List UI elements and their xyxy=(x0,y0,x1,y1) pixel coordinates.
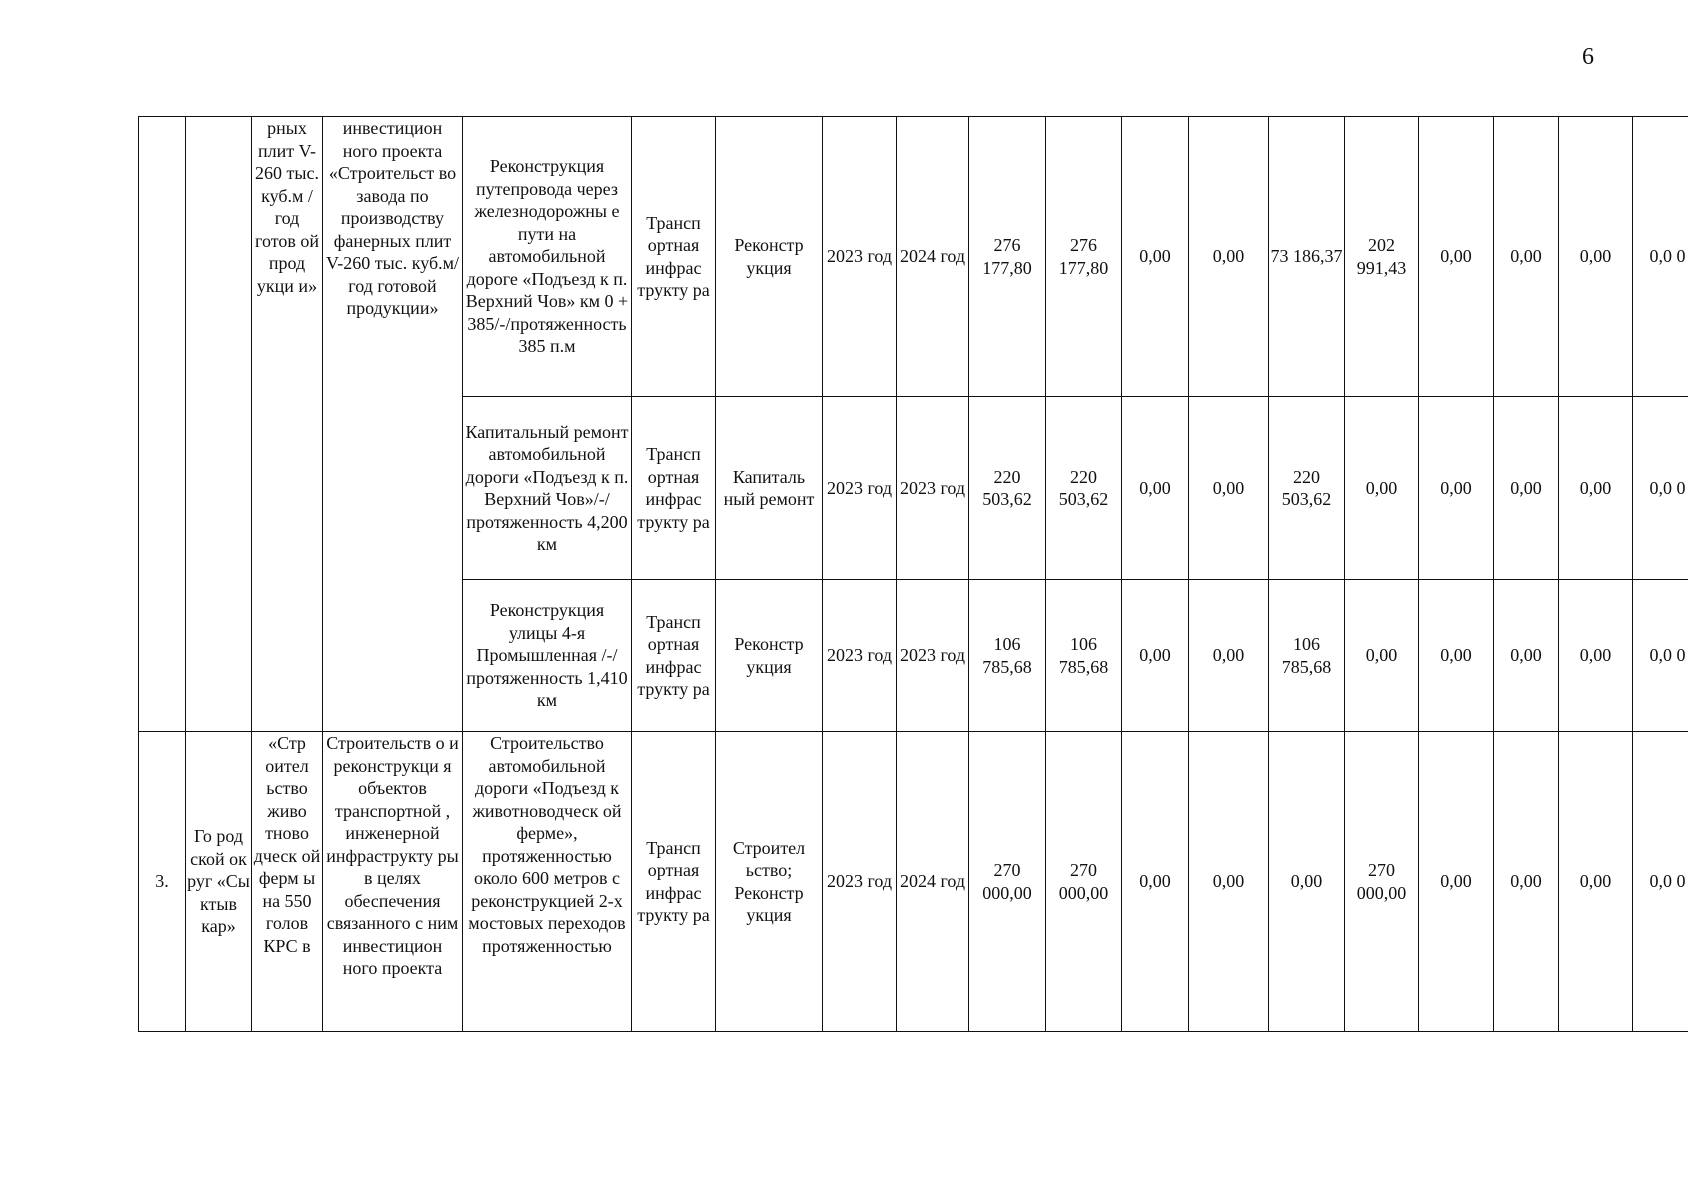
amount-cell: 73 186,37 xyxy=(1269,117,1345,397)
total-cost-cell: 270 000,00 xyxy=(969,732,1046,1032)
amount-cell: 0,00 xyxy=(1419,580,1494,732)
amount-cell: 0,00 xyxy=(1122,732,1189,1032)
table-row xyxy=(139,732,1688,1032)
end-year-cell: 2024 год xyxy=(897,117,969,397)
work-type-cell: Капиталь ный ремонт xyxy=(716,397,823,580)
amount-cell: 0,0 0 xyxy=(1633,580,1688,732)
category-cell: Трансп ортная инфрас трукту ра xyxy=(632,580,716,732)
category-cell: Трансп ортная инфрас трукту ра xyxy=(632,397,716,580)
total-cost-cell: 220 503,62 xyxy=(969,397,1046,580)
amount-cell: 0,0 0 xyxy=(1633,117,1688,397)
total-cost-cell: 276 177,80 xyxy=(969,117,1046,397)
amount-cell: 0,00 xyxy=(1122,397,1189,580)
amount-cell: 106 785,68 xyxy=(1269,580,1345,732)
category-cell: Трансп ортная инфрас трукту ра xyxy=(632,732,716,1032)
amount-cell: 220 503,62 xyxy=(1269,397,1345,580)
amount-cell: 270 000,00 xyxy=(1046,732,1122,1032)
purpose-cell: Строительств о и реконструкци я объектов транспортной , инженерной инфраструкту ры в целях обеспечения связанного с ним инвестицион ного проекта xyxy=(323,732,463,1032)
amount-cell: 0,00 xyxy=(1189,732,1269,1032)
work-type-cell: Реконстр укция xyxy=(716,580,823,732)
amount-cell: 0,00 xyxy=(1189,117,1269,397)
row-number-cell xyxy=(139,117,186,732)
start-year-cell: 2023 год xyxy=(823,117,897,397)
amount-cell: 220 503,62 xyxy=(1046,397,1122,580)
investment-projects-table xyxy=(138,116,1688,1032)
object-cell: Реконструкция путепровода через железнодорожны е пути на автомобильной дороге «Подъезд к п. Верхний Чов» км 0 + 385/-/протяженность 385 п.м xyxy=(463,117,632,397)
start-year-cell: 2023 год xyxy=(823,580,897,732)
amount-cell: 106 785,68 xyxy=(1046,580,1122,732)
page-number: 6 xyxy=(1582,44,1594,70)
total-cost-cell: 106 785,68 xyxy=(969,580,1046,732)
row-number-cell: 3. xyxy=(139,732,186,1032)
amount-cell: 0,00 xyxy=(1189,397,1269,580)
object-cell: Капитальный ремонт автомобильной дороги «Подъезд к п. Верхний Чов»/-/протяженность 4,200 км xyxy=(463,397,632,580)
amount-cell: 0,00 xyxy=(1559,732,1633,1032)
object-cell: Реконструкция улицы 4-я Промышленная /-/протяженность 1,410 км xyxy=(463,580,632,732)
start-year-cell: 2023 год xyxy=(823,732,897,1032)
amount-cell: 0,00 xyxy=(1559,580,1633,732)
amount-cell: 0,00 xyxy=(1494,732,1559,1032)
category-cell: Трансп ортная инфрас трукту ра xyxy=(632,117,716,397)
project-cell: «Стр оител ьство живо тново дческ ой ферм ы на 550 голов КРС в xyxy=(252,732,323,1032)
amount-cell: 0,00 xyxy=(1419,397,1494,580)
amount-cell: 0,00 xyxy=(1494,117,1559,397)
end-year-cell: 2024 год xyxy=(897,732,969,1032)
municipality-cell xyxy=(186,117,252,732)
work-type-cell: Реконстр укция xyxy=(716,117,823,397)
amount-cell: 202 991,43 xyxy=(1345,117,1419,397)
amount-cell: 0,0 0 xyxy=(1633,732,1688,1032)
amount-cell: 0,00 xyxy=(1122,117,1189,397)
table-row xyxy=(139,117,1688,397)
amount-cell: 0,00 xyxy=(1189,580,1269,732)
amount-cell: 270 000,00 xyxy=(1345,732,1419,1032)
amount-cell: 0,00 xyxy=(1122,580,1189,732)
amount-cell: 0,00 xyxy=(1345,580,1419,732)
amount-cell: 0,00 xyxy=(1559,397,1633,580)
amount-cell: 0,00 xyxy=(1494,397,1559,580)
amount-cell: 0,00 xyxy=(1494,580,1559,732)
end-year-cell: 2023 год xyxy=(897,580,969,732)
amount-cell: 0,00 xyxy=(1419,732,1494,1032)
municipality-cell: Го род ской ок руг «Сы ктыв кар» xyxy=(186,732,252,1032)
start-year-cell: 2023 год xyxy=(823,397,897,580)
amount-cell: 0,00 xyxy=(1419,117,1494,397)
end-year-cell: 2023 год xyxy=(897,397,969,580)
object-cell: Строительство автомобильной дороги «Подъезд к животноводческ ой ферме», протяженностью около 600 метров с реконструкцией 2-х мостовых переходов протяженностью xyxy=(463,732,632,1032)
work-type-cell: Строител ьство; Реконстр укция xyxy=(716,732,823,1032)
amount-cell: 0,0 0 xyxy=(1633,397,1688,580)
amount-cell: 0,00 xyxy=(1345,397,1419,580)
amount-cell: 0,00 xyxy=(1269,732,1345,1032)
amount-cell: 0,00 xyxy=(1559,117,1633,397)
project-cell: рных плит V-260 тыс. куб.м /год готов ой прод укци и» xyxy=(252,117,323,732)
purpose-cell: инвестицион ного проекта «Строительст во завода по производству фанерных плит V-260 тыс. куб.м/год готовой продукции» xyxy=(323,117,463,732)
amount-cell: 276 177,80 xyxy=(1046,117,1122,397)
